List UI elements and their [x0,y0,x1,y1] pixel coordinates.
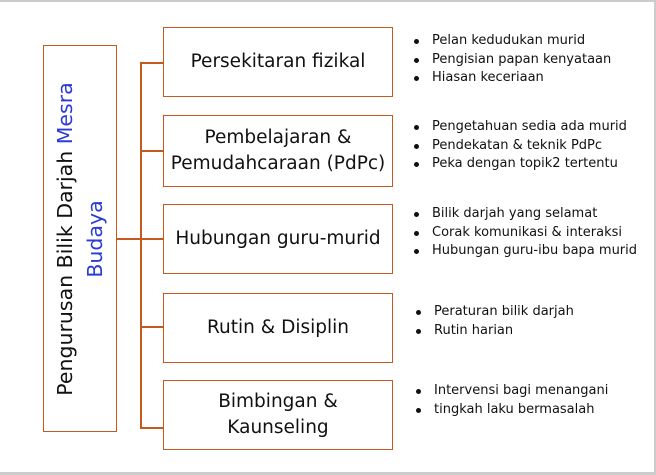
topic-box-hubungan [163,204,393,274]
connector-branch-2 [140,150,163,152]
topic-box-bimbingan [163,380,393,450]
list-item: tingkah laku bermasalah [413,401,608,420]
connector-branch-1 [140,62,163,64]
topic-box-persekitaran [163,27,393,97]
main-topic-box [43,45,117,432]
list-item: Bilik darjah yang selamat [411,205,637,224]
bullet-list-persekitaran [411,32,611,88]
topic-box-pembelajaran [163,115,393,187]
topic-label-line2: Pemudahcaraan (PdPc) [170,153,386,174]
main-title-blue-1: Mesra [53,81,77,144]
topic-label-line2: Kaunseling [227,417,329,438]
list-item: Hiasan keceriaan [411,69,611,88]
list-item: Intervensi bagi menangani [413,382,608,401]
topic-label: Hubungan guru-murid [175,228,381,249]
list-item: Pelan kedudukan murid [411,32,611,51]
topic-label: Rutin & Disiplin [207,317,349,338]
topic-label: Persekitaran fizikal [190,51,366,72]
topic-label-line1: Pembelajaran & [204,127,352,148]
connector-branch-3 [140,238,163,240]
list-item: Pengisian papan kenyataan [411,51,611,70]
bullet-list-rutin [413,303,574,340]
topic-box-rutin [163,293,393,363]
bullet-list-bimbingan [413,382,608,419]
connector-branch-4 [140,326,163,328]
top-border [0,0,656,2]
list-item: Peraturan bilik darjah [413,303,574,322]
main-title-black: Pengurusan Bilik Darjah [53,143,77,396]
bullet-list-hubungan [411,205,637,261]
list-item: Pendekatan & teknik PdPc [411,137,627,156]
main-title-blue-2: Budaya [83,199,107,278]
topic-label-line1: Bimbingan & [218,391,338,412]
list-item: Rutin harian [413,322,574,341]
connector-vertical-trunk [140,62,142,428]
list-item: Peka dengan topik2 tertentu [411,155,627,174]
bullet-list-pembelajaran [411,118,627,174]
list-item: Pengetahuan sedia ada murid [411,118,627,137]
main-topic-title [50,49,110,429]
connector-branch-5 [140,427,163,429]
list-item: Corak komunikasi & interaksi [411,224,637,243]
list-item: Hubungan guru-ibu bapa murid [411,242,637,261]
connector-main-horizontal [117,238,141,240]
